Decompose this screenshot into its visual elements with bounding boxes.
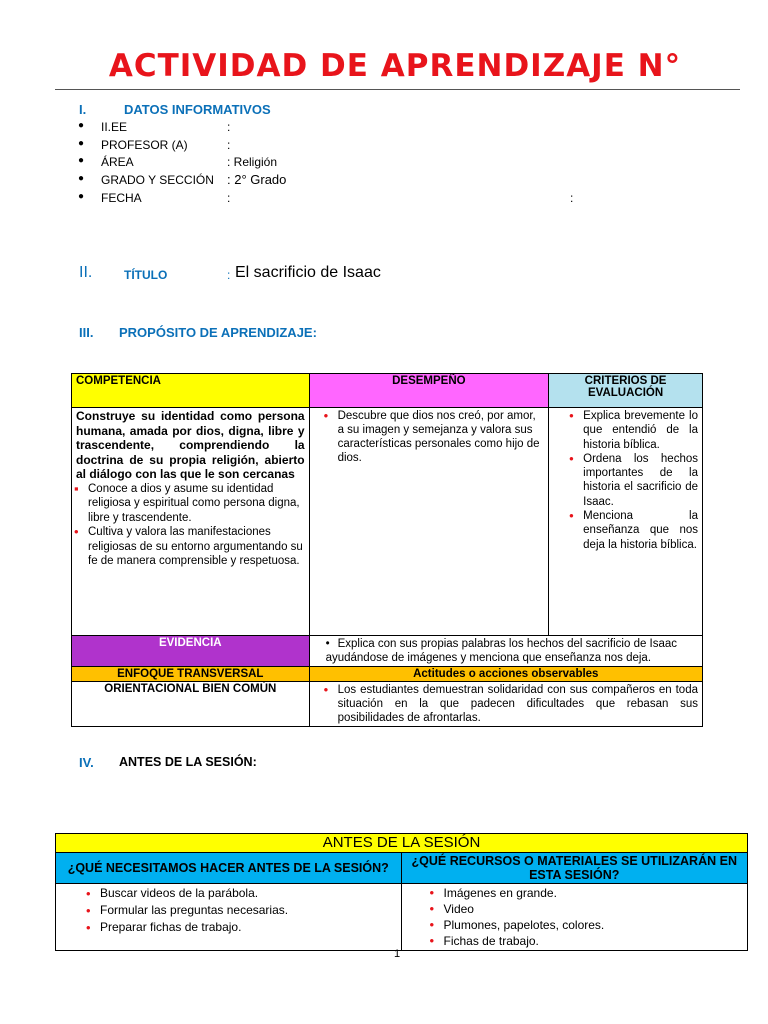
table2-right-list xyxy=(406,885,744,949)
competencia-text: Construye su identidad como persona humana, amada por dios, digna, libre y trascendente, comprendiendo la doctrina de su propia religión, abierto al diálogo con las que le son cercanas xyxy=(76,409,305,481)
list-item: • Explica brevemente lo que entendió de la historia bíblica. xyxy=(583,409,698,452)
info-label-profesor: PROFESOR (A) xyxy=(101,138,188,152)
actitudes-list xyxy=(314,683,698,725)
evidencia-text: Explica con sus propias palabras los hechos del sacrificio de Isaac ayudándose de imágenes y menciona que enseñanza nos deja. xyxy=(325,638,678,664)
list-item: • Fichas de trabajo. xyxy=(444,933,744,949)
info-value-area: : Religión xyxy=(227,155,278,169)
page-number: 1 xyxy=(394,948,401,960)
section2-heading: TÍTULO xyxy=(124,268,168,282)
table2-right-cell xyxy=(401,884,748,951)
desempeno-list xyxy=(314,409,545,465)
header-actitudes: Actitudes o acciones observables xyxy=(309,667,702,682)
section4-number: IV. xyxy=(79,755,94,770)
section2-number: II. xyxy=(79,264,93,281)
list-item: • Los estudiantes demuestran solidaridad con sus compañeros en toda situación en la que padecen dificultades que rebasan sus posibilidades de afrontarlas. xyxy=(338,683,698,725)
bullet-icon: ● xyxy=(78,191,85,202)
bullet-icon: ● xyxy=(78,155,85,166)
learning-purpose-table xyxy=(71,373,703,727)
lesson-title: El sacrificio de Isaac xyxy=(235,264,381,281)
list-item: • Cultiva y valora las manifestaciones religiosas de su entorno argumentando su fe de manera comprensible y respetuosa. xyxy=(88,525,305,569)
desempeno-cell xyxy=(309,408,549,636)
info-value-grado: : 2° Grado xyxy=(227,172,287,187)
list-item: • Preparar fichas de trabajo. xyxy=(100,919,397,936)
info-label-fecha: FECHA xyxy=(101,191,142,205)
list-item: ▪ Conoce a dios y asume su identidad religiosa y espiritual como persona digna, libre y trascendente. xyxy=(88,482,305,526)
title-rule xyxy=(55,89,740,90)
info-extra-fecha: : xyxy=(570,191,574,205)
info-label-iiee: II.EE xyxy=(101,120,128,134)
table2-title: ANTES DE LA SESIÓN xyxy=(56,834,748,853)
header-competencia: COMPETENCIA xyxy=(72,374,310,408)
section3-heading: PROPÓSITO DE APRENDIZAJE: xyxy=(119,325,317,340)
page-title: ACTIVIDAD DE APRENDIZAJE N° xyxy=(108,48,682,84)
list-item: • Imágenes en grande. xyxy=(444,885,744,901)
info-label-area: ÁREA xyxy=(101,155,134,169)
section3-number: III. xyxy=(79,325,94,340)
bullet-icon: ● xyxy=(78,138,85,149)
bullet-icon: ● xyxy=(78,120,85,131)
list-item: • Formular las preguntas necesarias. xyxy=(100,902,397,919)
header-desempeno: DESEMPEÑO xyxy=(309,374,549,408)
criterios-list xyxy=(553,409,698,552)
list-item: • Video xyxy=(444,901,744,917)
bullet-icon: ● xyxy=(78,173,85,184)
actitudes-cell xyxy=(309,682,702,727)
bullet-icon: • xyxy=(325,638,330,650)
list-item: • Buscar videos de la parábola. xyxy=(100,885,397,902)
header-evidencia: EVIDENCIA xyxy=(72,636,310,667)
enfoque-value: ORIENTACIONAL BIEN COMÚN xyxy=(72,682,310,727)
section2-colon: : xyxy=(227,268,231,282)
info-value-profesor: : xyxy=(227,138,231,152)
section1-heading: DATOS INFORMATIVOS xyxy=(124,102,271,117)
criterios-cell xyxy=(549,408,703,636)
header-criterios: CRITERIOS DE EVALUACIÓN xyxy=(549,374,703,408)
table2-header-right: ¿QUÉ RECURSOS O MATERIALES SE UTILIZARÁN EN ESTA SESIÓN? xyxy=(401,853,748,884)
table2-header-left: ¿QUÉ NECESITAMOS HACER ANTES DE LA SESIÓN? xyxy=(56,853,402,884)
section1-number: I. xyxy=(79,102,87,117)
info-value-iiee: : xyxy=(227,120,231,134)
table2-left-list xyxy=(60,885,397,936)
list-item: • Ordena los hechos importantes de la historia el sacrificio de Isaac. xyxy=(583,452,698,509)
header-enfoque: ENFOQUE TRANSVERSAL xyxy=(72,667,310,682)
competencia-list-2 xyxy=(76,525,305,569)
section4-heading: ANTES DE LA SESIÓN: xyxy=(119,755,257,769)
before-session-table xyxy=(55,833,748,951)
table2-left-cell xyxy=(56,884,402,951)
competencia-list xyxy=(76,482,305,526)
evidencia-cell xyxy=(309,636,702,667)
list-item: • Descubre que dios nos creó, por amor, a su imagen y semejanza y valora sus características personales como hijo de dios. xyxy=(338,409,545,465)
info-label-grado: GRADO Y SECCIÓN xyxy=(101,173,214,187)
list-item: • Menciona la enseñanza que nos deja la historia bíblica. xyxy=(583,509,698,552)
competencia-cell xyxy=(72,408,310,636)
info-value-fecha: : xyxy=(227,191,231,205)
list-item: • Plumones, papelotes, colores. xyxy=(444,917,744,933)
